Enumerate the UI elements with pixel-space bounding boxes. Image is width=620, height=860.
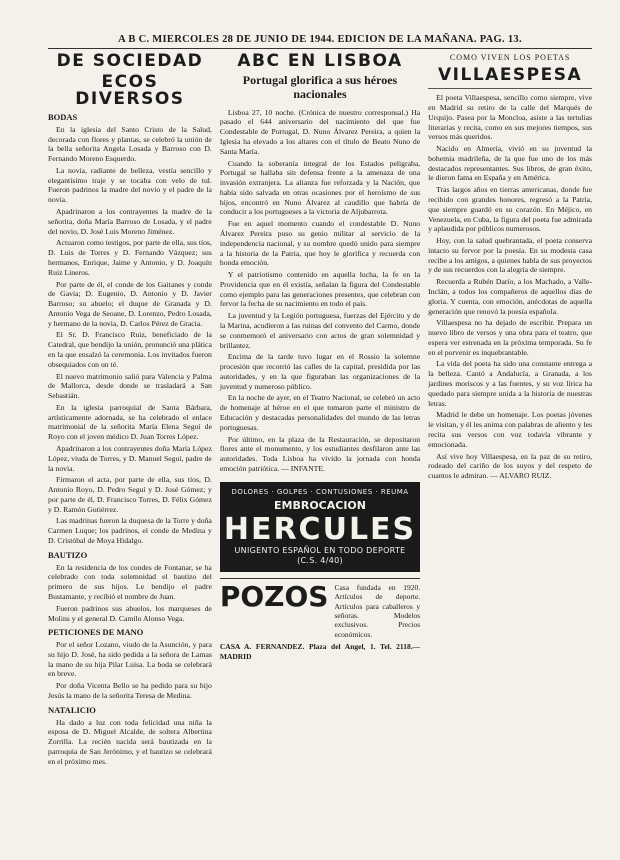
- villaespesa-paragraph: Tras largos años en tierras americanas, donde fue recibido con grandes honores, regresó a la Patria, que siempre guardó en su corazón. En Méjico, en Venezuela, en Cuba, la figura del poeta fue admirada y aplaudida por públicos numerosos.: [428, 185, 593, 234]
- villaespesa-paragraph: Hoy, con la salud quebrantada, el poeta conserva intacto su fervor por la poesía. En su modesta casa recibe a los amigos, a quienes habla de sus proyectos y de sus recuerdos con la alegría de siempre.: [428, 236, 593, 275]
- poets-kicker: COMO VIVEN LOS POETAS: [449, 53, 571, 62]
- society-body: [48, 112, 212, 766]
- lisbon-paragraph: Fue en aquel momento cuando el condestable D. Nuno Álvarez Pereira puso su genio militar al servicio de la independencia nacional, y su nombre quedó unido para siempre a la historia de la Patria, que hoy le glorifica y recuerda con honda emoción.: [219, 219, 421, 268]
- lisbon-body: [220, 108, 420, 474]
- society-paragraph: Por doña Vicenta Bello se ha pedido para su hijo Jesús la mano de la señorita Teresa de Medina.: [48, 681, 212, 700]
- lisbon-paragraph: Lisboa 27, 10 noche. (Crónica de nuestro corresponsal.) Ha pasado el 644 aniversario del nacimiento del que fue Condestable de Portugal, D. Nuno Álvarez Pereira, a quien la Iglesia ha elevado a los altares con el título de Beato Nuno de Santa María.: [219, 107, 421, 156]
- lisbon-paragraph: Cuando la soberanía integral de los Estados peligraba, Portugal se hallaba sin defensa frente a la amenaza de una invasión extranjera. La alianza fue reforzada y la Nación, que había sido salvada en otras ocasiones por el heroísmo de sus hijos, encontró en Nuno Álvarez al caudillo que habría de conducir a los portugueses a la victoria de Aljubarrota.: [219, 158, 421, 217]
- pozos-ad-text: Casa fundada en 1920. Artículos de deporte. Artículos para caballeros y señoras. Modelos exclusivos. Precios económicos.: [334, 582, 421, 639]
- society-paragraph: La novia, radiante de belleza, vestía sencillo y elegantísimo traje y se tocaba con velo de tul. Fueron padrinos la madre del novio y el padre de la novia.: [48, 165, 212, 205]
- society-paragraph: Las madrinas fueron la duquesa de la Torre y doña Carmen Luque; los padrinos, el conde de Medina y D. Cristóbal de Moya Hidalgo.: [48, 516, 212, 546]
- society-paragraph: El nuevo matrimonio salió para Valencia y Palma de Mallorca, desde donde se trasladará a San Sebastián.: [48, 371, 212, 401]
- society-paragraph: Por el señor Lozano, viudo de la Asunción, y para su hijo D. José, ha sido pedida a la señora de Lamas la mano de su hija Pilar Luisa. La boda se celebrará en breve.: [48, 640, 212, 679]
- society-paragraph: Apadrinaron a los contrayentes doña María López López, viuda de Torres, y D. Manuel Seguí, padre de la novia.: [48, 444, 212, 473]
- society-paragraph: Apadrinaron a los contrayentes la madre de la señorita, doña María Barroso de Losada, y el padre del novio, D. José Luis Moreno Jiménez.: [48, 207, 212, 236]
- hercules-ad-middle: EMBROCACION: [274, 498, 366, 512]
- society-paragraph: Actuaron como testigos, por parte de ella, sus tíos, D. Luis de Torres y D. Fernando Vázquez; sus hermanos, Enrique, Jaime y Antonio, y D. Joaquín Ruiz Lineros.: [48, 238, 212, 277]
- society-paragraph: En la iglesia del Santo Cristo de la Salud, decorada con flores y plantas, se celebró la unión de la bella señorita Angela Losada y Barroso con D. Fernando Moreno Esquerdo.: [48, 124, 212, 164]
- pozos-ad-brand: POZOS: [219, 579, 329, 613]
- society-subtitle: ECOS DIVERSOS: [75, 72, 185, 109]
- villaespesa-body: [428, 93, 592, 481]
- villaespesa-paragraph: Villaespesa no ha dejado de escribir. Prepara un nuevo libro de versos y una obra para el teatro, que espera ver estrenada en la próxima temporada. Su fe en el porvenir es inquebrantable.: [428, 318, 593, 357]
- society-title: DE SOCIEDAD: [56, 51, 204, 71]
- lisbon-title: ABC EN LISBOA: [237, 51, 403, 71]
- column-lisbon: [220, 53, 420, 853]
- section-heading: BAUTIZO: [48, 549, 88, 560]
- society-paragraph: En la iglesia parroquial de Santa Bárbara, artísticamente adornada, se ha celebrado el enlace matrimonial de la señorita María Elena Seguí de Royo con el joven médico D. Juan Torres López.: [48, 402, 212, 442]
- hercules-ad-brand: HERCULES: [223, 511, 417, 547]
- society-paragraph: Fueron padrinos sus abuelos, los marqueses de Molins y el general D. Camilo Alonso Vega.: [48, 603, 212, 623]
- hercules-ad-tagline: UNIGENTO ESPAÑOL EN TODO DEPORTE (C.S. 4/40): [234, 545, 406, 565]
- columns: [48, 53, 592, 853]
- villaespesa-paragraph: El poeta Villaespesa, sencillo como siempre, vive en Madrid su retiro de la calle del Marqués de Urquijo. Pasea por la Moncloa, asiste a las tertulias literarias y recita, como en sus mejores tiempos, sus versos más queridos.: [428, 93, 593, 142]
- pozos-ad: [220, 578, 420, 639]
- hercules-ad: [220, 482, 420, 572]
- divider: [428, 88, 592, 89]
- masthead: A B C. MIERCOLES 28 DE JUNIO DE 1944. EDICION DE LA MAÑANA. PAG. 13.: [48, 34, 592, 49]
- column-society: [48, 53, 212, 853]
- lisbon-paragraph: Y el patriotismo contenido en aquella lucha, la fe en la Providencia que en él existía, señalan la figura del Condestable como ejemplo para las generaciones presentes, que celebran con fervor la fecha de su nacimiento en todo el país.: [219, 270, 421, 309]
- lisbon-paragraph: La juventud y la Legión portuguesa, fuerzas del Ejército y de la Marina, acudieron a las ruinas del convento del Carmo, donde se conmemoró el aniversario con actos de gran solemnidad y brillantez.: [219, 311, 421, 350]
- villaespesa-paragraph: Nacido en Almería, vivió en su juventud la bohemia madrileña, de la que fue uno de los más destacados representantes. Sus libros, de gran éxito, le dieron fama en España y en América.: [428, 144, 593, 183]
- hercules-ad-top: DOLORES · GOLPES · CONTUSIONES · REUMA: [231, 487, 409, 496]
- section-heading: BODAS: [48, 112, 78, 122]
- column-villaespesa: [428, 53, 592, 853]
- lisbon-paragraph: Por último, en la plaza de la Restauración, se depositaron flores ante el monumento, y los estudiantes desfilaron ante las autoridades. Toda Lisboa ha vivido la jornada con honda emoción patriótica. — INFANTE.: [219, 434, 421, 473]
- lisbon-paragraph: En la noche de ayer, en el Teatro Nacional, se celebró un acto de homenaje al héroe en el que tomaron parte el ministro de Educación y destacadas personalidades del mundo de las letras portuguesas.: [219, 393, 421, 432]
- society-paragraph: El Sr. D. Francisco Ruiz, beneficiado de la Catedral, que bendijo la unión, pronunció una plática en la que ensalzó la ceremonia. Los invitados fueron obsequiados con un té.: [48, 330, 212, 369]
- villaespesa-paragraph: Madrid le debe un homenaje. Los poetas jóvenes le visitan, y él les anima con palabras de aliento y les recita sus versos con voz todavía vibrante y emocionada.: [428, 410, 593, 449]
- villaespesa-paragraph: Recuerda a Rubén Darío, a los Machado, a Valle-Inclán, a todos los compañeros de aquellos días de gloria. Y cuenta, con emoción, anécdotas de aquella generación que renovó la poesía española.: [428, 277, 593, 316]
- section-heading: PETICIONES DE MANO: [48, 627, 144, 638]
- section-heading: NATALICIO: [48, 704, 96, 715]
- society-paragraph: En la residencia de los condes de Fontanar, se ha celebrado con toda solemnidad el bautizo del primero de sus hijos. Le bendijo el padre Bustamante, y recibió el nombre de Juan.: [48, 562, 212, 601]
- society-paragraph: Ha dado a luz con toda felicidad una niña la esposa de D. Miguel Alcalde, de soltera Albertina Zorrilla. La recién nacida será bautizada en la parroquia de San Jerónimo, y el bautizo se celebrará en el próximo mes.: [48, 717, 212, 766]
- society-paragraph: Por parte de él, el conde de los Gaitanes y conde de Gavia; D. Eugenio, D. Antonio y D. Javier Barroso; su abuelo; el duque de Granada y D. Antonio Vega de Seoane, D. Lorenzo, Pedro Losada, y hermano de la novia, D. Carlos Pérez de Gracia.: [48, 279, 212, 328]
- villaespesa-title: VILLAESPESA: [438, 65, 583, 86]
- villaespesa-paragraph: Así vive hoy Villaespesa, en la paz de su retiro, rodeado del cariño de los suyos y del respeto de cuantos le admiran. — ALVARO RUIZ.: [428, 451, 593, 481]
- villaespesa-paragraph: La vida del poeta ha sido una constante entrega a la belleza. Cantó a Andalucía, a Granada, a los jardines moriscos y a las fuentes, y su voz lírica ha quedado para siempre unida a la historia de nuestras letras.: [428, 359, 593, 408]
- lisbon-subtitle: Portugal glorifica a sus héroes nacionales: [242, 73, 398, 101]
- lisbon-paragraph: Encima de la tarde tuvo lugar en el Rossio la solemne procesión que recorrió las calles de la capital, presidida por las autoridades, y en la que figuraban las organizaciones de la juventud y numeroso público.: [219, 352, 421, 391]
- society-paragraph: Firmaron el acta, por parte de ella, sus tíos, D. Antonio Royo, D. Pedro Seguí y D. José Gómez; y por parte de él, D. Francisco Torres, D. Félix Gómez y D. Ramón Gutiérrez.: [48, 475, 212, 514]
- pozos-ad-address: CASA A. FERNANDEZ. Plaza del Angel, 1. Tel. 2118.—MADRID: [219, 642, 421, 661]
